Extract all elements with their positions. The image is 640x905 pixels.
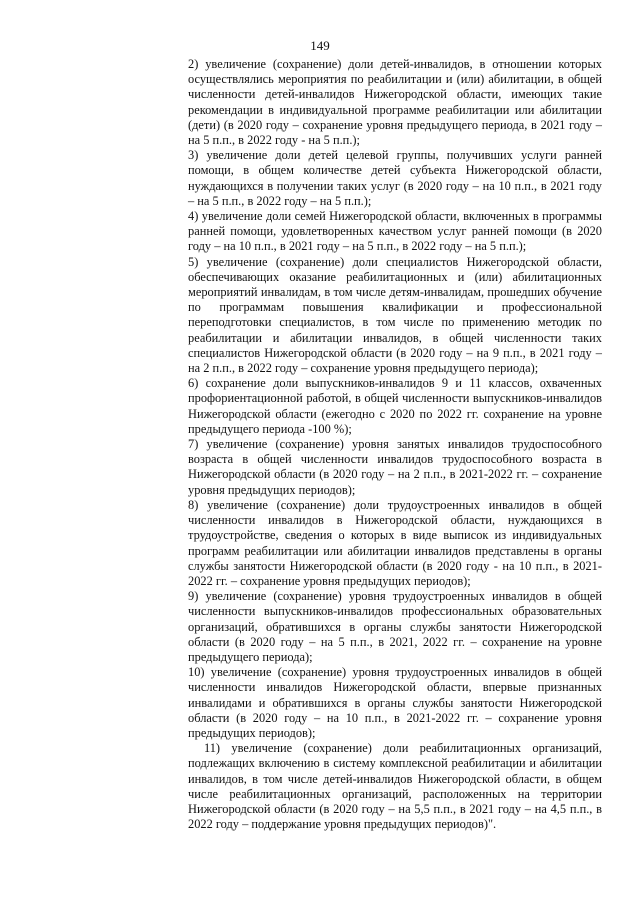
- list-item-3: 3) увеличение доли детей целевой группы, получивших услуги ранней помощи, в общем количестве детей субъекта Нижегородской области, нуждающихся в получении таких услуг (в 2020 году – на 10 п.п., в 2021 году – на 5 п.п., в 2022 году – на 5 п.п.);: [188, 148, 602, 208]
- list-item-10: 10) увеличение (сохранение) уровня трудоустроенных инвалидов в общей численности инвалидов Нижегородской области, впервые признанных инвалидами и обратившихся в органы службы занятости Нижегородской области (в 2020 году – на 10 п.п., в 2021-2022 гг. – сохранение уровня предыдущих периодов);: [188, 665, 602, 740]
- list-item-2: 2) увеличение (сохранение) доли детей-инвалидов, в отношении которых осуществлялись мероприятия по реабилитации и (или) абилитации, в общей численности детей-инвалидов Нижегородской области, имеющих такие рекомендации в индивидуальной программе реабилитации или абилитации (дети) (в 2020 году – сохранение уровня предыдущего периода, в 2021 году – на 5 п.п., в 2022 году - на 5 п.п.);: [188, 57, 602, 148]
- page-number: 149: [310, 38, 330, 53]
- list-item-9: 9) увеличение (сохранение) уровня трудоустроенных инвалидов в общей численности выпускников-инвалидов профессиональных образовательных организаций, обратившихся в органы службы занятости Нижегородской области (в 2020 году – на 5 п.п., в 2021, 2022 гг. – сохранение на уровне предыдущего периода);: [188, 589, 602, 664]
- list-item-4: 4) увеличение доли семей Нижегородской области, включенных в программы ранней помощи, удовлетворенных качеством услуг ранней помощи (в 2020 году – на 10 п.п., в 2021 году – на 5 п.п., в 2022 году – на 5 п.п.);: [188, 209, 602, 254]
- list-item-7: 7) увеличение (сохранение) уровня занятых инвалидов трудоспособного возраста в общей численности инвалидов трудоспособного возраста в Нижегородской области (в 2020 году – на 2 п.п., в 2021-2022 гг. – сохранение уровня предыдущих периодов);: [188, 437, 602, 497]
- document-body: [188, 57, 602, 832]
- list-item-11: 11) увеличение (сохранение) доли реабилитационных организаций, подлежащих включению в систему комплексной реабилитации и абилитации инвалидов, в том числе детей-инвалидов Нижегородской области, в общем числе реабилитационных организаций, расположенных на территории Нижегородской области (в 2020 году – на 5,5 п.п., в 2021 году – на 4,5 п.п., в 2022 году – поддержание уровня предыдущих периодов)".: [188, 741, 602, 832]
- list-item-8: 8) увеличение (сохранение) доли трудоустроенных инвалидов в общей численности инвалидов в Нижегородской области, нуждающихся в трудоустройстве, сведения о которых в виде выписок из индивидуальных программ реабилитации или абилитации инвалидов представлены в органы службы занятости Нижегородской области (в 2020 году - на 10 п.п., в 2021-2022 гг. – сохранение уровня предыдущих периодов);: [188, 497, 602, 588]
- list-item-5: 5) увеличение (сохранение) доли специалистов Нижегородской области, обеспечивающих оказание реабилитационных и (или) абилитационных мероприятий инвалидам, в том числе детям-инвалидам, прошедших обучение по программам повышения квалификации и профессиональной переподготовки специалистов, в том числе по применению методик по реабилитации и абилитации инвалидов, в общей численности таких специалистов Нижегородской области (в 2020 году – на 9 п.п., в 2021 году – на 2 п.п., в 2022 году – сохранение уровня предыдущего периода);: [188, 254, 602, 376]
- list-item-6: 6) сохранение доли выпускников-инвалидов 9 и 11 классов, охваченных профориентационной работой, в общей численности выпускников-инвалидов Нижегородской области (ежегодно с 2020 по 2022 гг. сохранение на уровне предыдущего периода -100 %);: [188, 376, 602, 436]
